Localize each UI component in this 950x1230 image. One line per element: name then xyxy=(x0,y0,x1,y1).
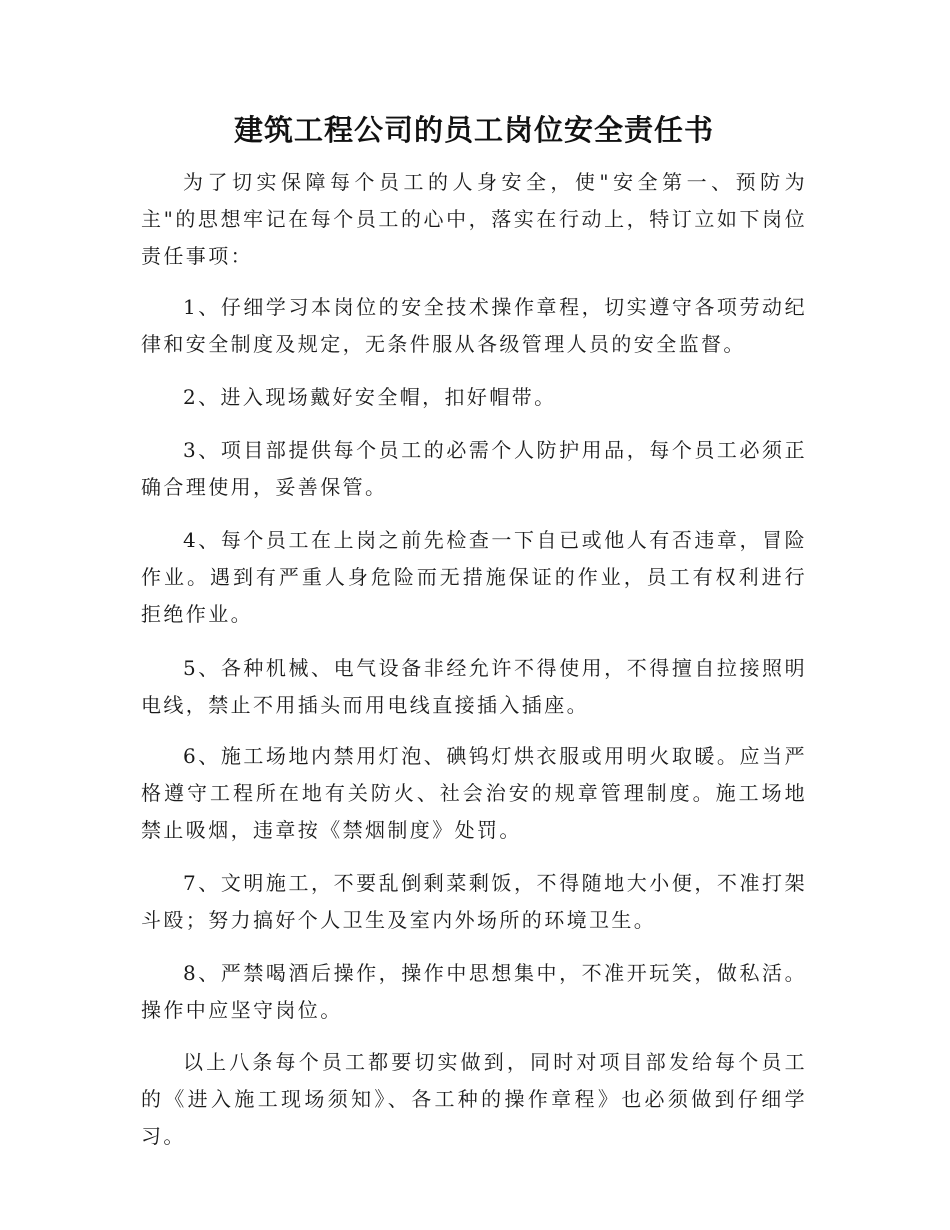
responsibility-item-3: 3、项目部提供每个员工的必需个人防护用品，每个员工必须正确合理使用，妥善保管。 xyxy=(141,438,807,499)
responsibility-item-1: 1、仔细学习本岗位的安全技术操作章程，切实遵守各项劳动纪律和安全制度及规定，无条件服从各级管理人员的安全监督。 xyxy=(141,295,807,356)
intro-paragraph: 为了切实保障每个员工的人身安全，使"安全第一、预防为主"的思想牢记在每个员工的心中，落实在行动上，特订立如下岗位责任事项： xyxy=(141,170,807,268)
responsibility-item-4: 4、每个员工在上岗之前先检查一下自已或他人有否违章，冒险作业。遇到有严重人身危险而无措施保证的作业，员工有权利进行拒绝作业。 xyxy=(141,528,807,626)
responsibility-item-8: 8、严禁喝酒后操作，操作中思想集中，不准开玩笑，做私活。操作中应坚守岗位。 xyxy=(141,961,807,1022)
document-title: 建筑工程公司的员工岗位安全责任书 xyxy=(233,113,714,147)
responsibility-item-5: 5、各种机械、电气设备非经允许不得使用，不得擅自拉接照明电线，禁止不用插头而用电线直接插入插座。 xyxy=(141,656,807,717)
responsibility-item-6: 6、施工场地内禁用灯泡、碘钨灯烘衣服或用明火取暖。应当严格遵守工程所在地有关防火、社会治安的规章管理制度。施工场地禁止吸烟，违章按《禁烟制度》处罚。 xyxy=(141,744,807,842)
responsibility-item-7: 7、文明施工，不要乱倒剩菜剩饭，不得随地大小便，不准打架斗殴；努力搞好个人卫生及室内外场所的环境卫生。 xyxy=(141,871,807,932)
responsibility-item-2: 2、进入现场戴好安全帽，扣好帽带。 xyxy=(183,385,557,409)
closing-paragraph: 以上八条每个员工都要切实做到，同时对项目部发给每个员工的《进入施工现场须知》、各工种的操作章程》也必须做到仔细学习。 xyxy=(141,1050,807,1148)
